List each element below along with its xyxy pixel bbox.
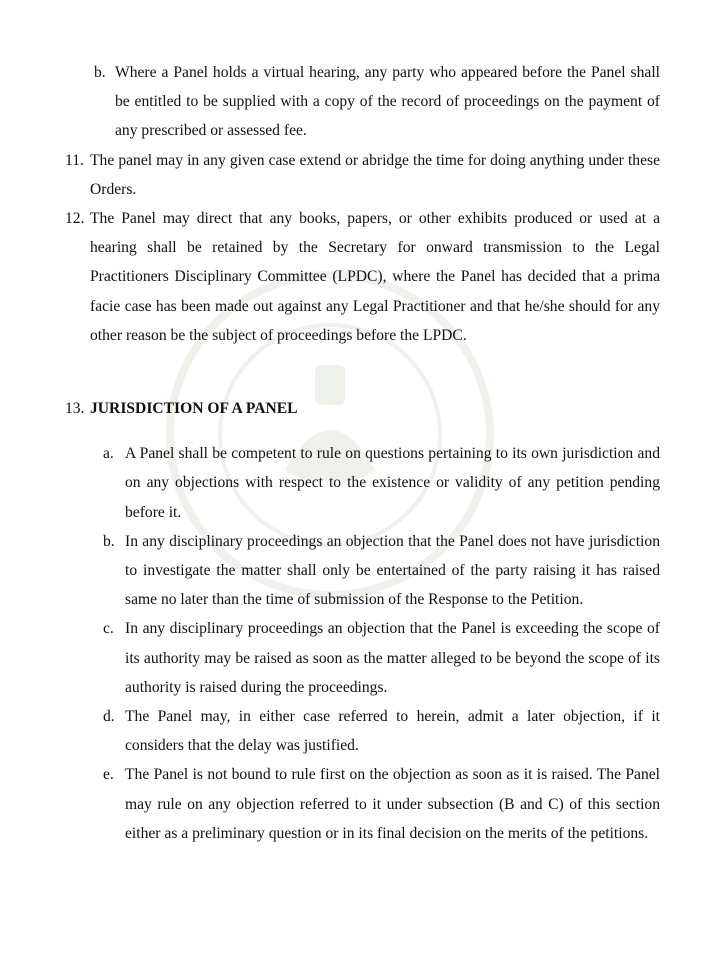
list-item-a [103,439,660,527]
jurisdiction-list [0,439,720,848]
list-item-text: In any disciplinary proceedings an objection that the Panel is exceeding the scope of its authority may be raised as soon as the matter alleged to be beyond the scope of its authority is raised during the proceedings. [125,620,660,696]
list-marker: b. [94,64,106,81]
list-item-d [103,702,660,760]
list-item-text: The panel may in any given case extend or abridge the time for doing anything under these Orders. [90,151,660,198]
list-item-text: The Panel may direct that any books, papers, or other exhibits produced or used at a hearing shall be retained by the Secretary for onward transmission to the Legal Practitioners Disciplinary Committee (LPDC), where the Panel has decided that a prima facie case has been made out against any Legal Practitioner and that he/she should for any other reason be the subject of proceedings before the LPDC. [90,210,660,344]
list-item-text: The Panel may, in either case referred to herein, admit a later objection, if it considers that the delay was justified. [125,708,660,755]
list-item-text: Where a Panel holds a virtual hearing, any party who appeared before the Panel shall be entitled to be supplied with a copy of the record of proceedings on the payment of any prescribed or assessed fee. [115,64,660,140]
list-item-text: A Panel shall be competent to rule on questions pertaining to its own jurisdiction and on any objections with respect to the existence or validity of any petition pending before it. [125,445,660,521]
section-number: 13. [65,400,85,418]
list-item-b [94,58,660,146]
list-marker: d. [103,708,115,726]
list-item-c [103,614,660,702]
section-title: JURISDICTION OF A PANEL [90,400,298,418]
list-marker: a. [103,445,114,463]
numbered-item-12 [65,204,660,350]
list-item-e [103,760,660,848]
list-marker: c. [103,620,114,638]
document-body [0,58,720,848]
list-item-text: The Panel is not bound to rule first on the objection as soon as it is raised. The Panel may rule on any objection referred to it under subsection (B and C) of this section either as a preliminary question or in its final decision on the merits of the petitions. [125,766,660,842]
list-marker: e. [103,766,114,784]
list-marker: b. [103,532,115,550]
numbered-item-11 [65,146,660,204]
list-marker: 12. [65,210,85,228]
list-marker: 11. [65,151,84,169]
list-item-text: In any disciplinary proceedings an objection that the Panel does not have jurisdiction to investigate the matter shall only be entertained of the party raising it has raised same no later than the time of submission of the Response to the Petition. [125,532,660,609]
section-heading-13 [65,394,720,423]
list-item-b [103,527,660,615]
